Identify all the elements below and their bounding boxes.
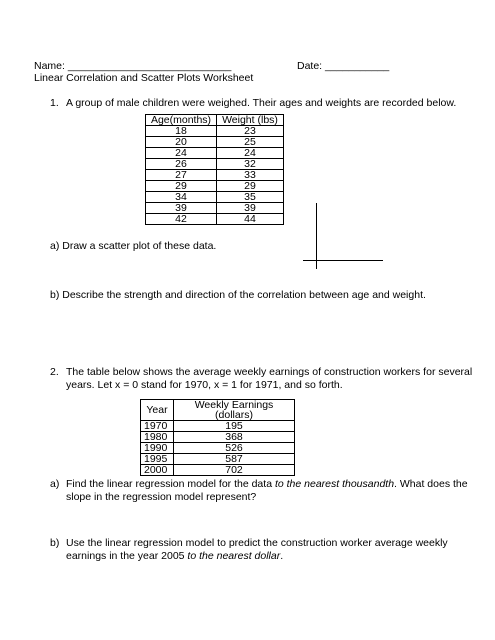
table-cell: 24 <box>217 148 284 159</box>
q2-part-a-emphasis: to the nearest thousandth <box>274 478 395 490</box>
date-field-label: Date: ___________ <box>297 60 390 72</box>
table-header-row <box>141 400 295 421</box>
column-header-earnings: Weekly Earnings (dollars) <box>174 400 295 421</box>
table-cell: 24 <box>146 148 217 159</box>
q2-part-b-end: . <box>280 550 284 562</box>
table-cell: 29 <box>146 181 217 192</box>
q2-part-b-text: earnings in the year 2005 <box>66 550 188 562</box>
table-cell: 33 <box>217 170 284 181</box>
table-cell: 587 <box>174 454 295 465</box>
table-cell: 39 <box>146 203 217 214</box>
q2-part-a-text: Find the linear regression model for the data <box>66 478 275 490</box>
table-cell: 20 <box>146 137 217 148</box>
table-row <box>141 443 295 454</box>
table-header-row <box>146 115 284 126</box>
q1-number: 1. <box>50 97 59 109</box>
table-cell: 42 <box>146 214 217 225</box>
table-row <box>146 148 284 159</box>
column-header-year: Year <box>141 400 174 421</box>
q2-part-b-label: b) <box>50 537 60 549</box>
q1-part-a: a) Draw a scatter plot of these data. <box>50 240 217 252</box>
table-cell: 1980 <box>141 432 174 443</box>
table-cell: 39 <box>217 203 284 214</box>
table-cell: 23 <box>217 126 284 137</box>
table-cell: 32 <box>217 159 284 170</box>
table-row <box>146 181 284 192</box>
table-row <box>146 192 284 203</box>
table-row <box>141 454 295 465</box>
table-row <box>146 170 284 181</box>
column-header-age: Age(months) <box>146 115 217 126</box>
q2-number: 2. <box>50 366 59 378</box>
column-header-weight: Weight (lbs) <box>217 115 284 126</box>
table-row <box>146 126 284 137</box>
q2-part-a-label: a) <box>50 478 60 490</box>
table-row <box>141 432 295 443</box>
table-cell: 34 <box>146 192 217 203</box>
table-row <box>146 159 284 170</box>
table-cell: 1970 <box>141 421 174 432</box>
q2-prompt-line2: years. Let x = 0 stand for 1970, x = 1 for 1971, and so forth. <box>66 379 343 391</box>
worksheet-title: Linear Correlation and Scatter Plots Worksheet <box>34 72 254 84</box>
q1-prompt: A group of male children were weighed. Their ages and weights are recorded below. <box>66 97 457 109</box>
table-cell: 26 <box>146 159 217 170</box>
table-cell: 1995 <box>141 454 174 465</box>
table-row <box>141 465 295 476</box>
q2-part-b-emphasis: to the nearest dollar <box>187 550 281 562</box>
table-cell: 195 <box>174 421 295 432</box>
q2-part-a-text-end: . What does the <box>394 478 468 490</box>
table-cell: 44 <box>217 214 284 225</box>
table-cell: 1990 <box>141 443 174 454</box>
q2-part-b-line2 <box>66 550 283 563</box>
q2-part-a-line2: slope in the regression model represent? <box>66 491 257 503</box>
table-cell: 29 <box>217 181 284 192</box>
table-cell: 368 <box>174 432 295 443</box>
table-cell: 526 <box>174 443 295 454</box>
table-row <box>146 137 284 148</box>
table-row <box>146 203 284 214</box>
q1-part-b: b) Describe the strength and direction of the correlation between age and weight. <box>50 289 426 301</box>
table-cell: 702 <box>174 465 295 476</box>
q1-data-table <box>145 114 284 225</box>
q2-part-b-line1: Use the linear regression model to predict the construction worker average weekly <box>66 537 448 549</box>
q2-data-table <box>140 399 295 476</box>
table-cell: 35 <box>217 192 284 203</box>
table-cell: 27 <box>146 170 217 181</box>
table-row <box>146 214 284 225</box>
table-cell: 2000 <box>141 465 174 476</box>
table-cell: 25 <box>217 137 284 148</box>
name-field-label: Name: ____________________________ <box>34 60 232 72</box>
table-row <box>141 421 295 432</box>
table-cell: 18 <box>146 126 217 137</box>
x-axis-line <box>303 260 383 261</box>
q2-part-a-line1 <box>66 478 468 491</box>
q2-prompt-line1: The table below shows the average weekly earnings of construction workers for several <box>66 366 473 378</box>
